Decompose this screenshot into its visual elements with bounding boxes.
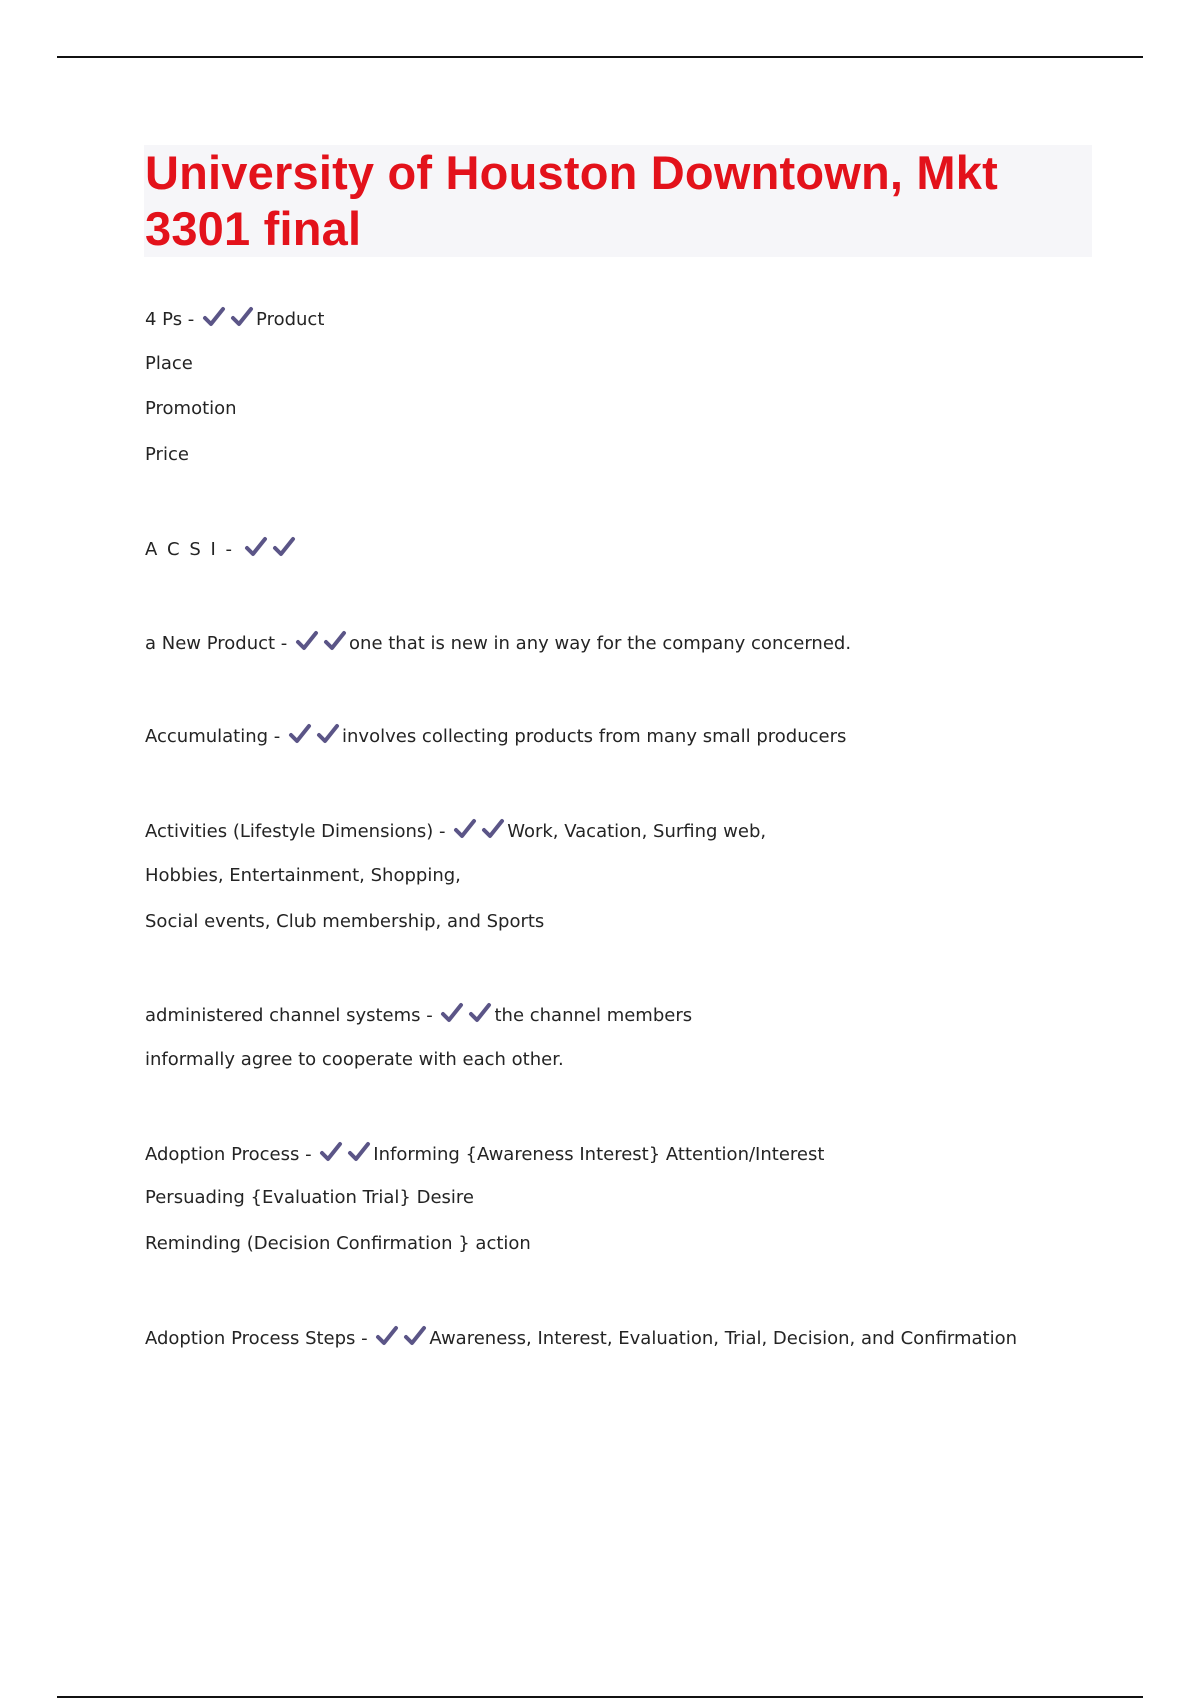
definition-line: the channel members xyxy=(494,1005,693,1026)
checkmark-icon xyxy=(440,1002,464,1024)
term: Adoption Process - xyxy=(145,1144,318,1165)
definition-line: Awareness, Interest, Evaluation, Trial, Decision, and Confirmation xyxy=(429,1328,1018,1349)
title-banner xyxy=(144,145,1092,257)
checkmark-icon xyxy=(316,723,340,745)
definition-line: Product xyxy=(256,309,325,330)
entry-activities xyxy=(145,818,766,844)
term: a New Product - xyxy=(145,633,294,654)
entry-4ps xyxy=(145,306,324,332)
checkmark-icon xyxy=(347,1141,371,1163)
checkmark-icon xyxy=(272,536,296,558)
term: A C S I - xyxy=(145,539,242,560)
checkmark-icon xyxy=(288,723,312,745)
checkmark-icon xyxy=(295,630,319,652)
checkmark-icon xyxy=(481,818,505,840)
checkmark-icon xyxy=(230,306,254,328)
entry-administered-channel-systems xyxy=(145,1002,692,1028)
definition-line: Persuading {Evaluation Trial} Desire xyxy=(145,1187,474,1208)
term: Activities (Lifestyle Dimensions) - xyxy=(145,821,452,842)
checkmark-icon xyxy=(319,1141,343,1163)
entry-acsi xyxy=(145,536,298,562)
term: Adoption Process Steps - xyxy=(145,1328,374,1349)
checkmark-icon xyxy=(403,1325,427,1347)
term: 4 Ps - xyxy=(145,309,201,330)
definition-line: Promotion xyxy=(145,398,237,419)
definition-line: Social events, Club membership, and Sports xyxy=(145,911,545,932)
definition-line: one that is new in any way for the company concerned. xyxy=(349,633,852,654)
bottom-divider xyxy=(57,1696,1143,1698)
definition-line: informally agree to cooperate with each other. xyxy=(145,1049,564,1070)
checkmark-icon xyxy=(202,306,226,328)
checkmark-icon xyxy=(375,1325,399,1347)
definition-line: Informing {Awareness Interest} Attention/Interest xyxy=(373,1144,825,1165)
definition-line: Reminding (Decision Confirmation } action xyxy=(145,1233,531,1254)
entry-adoption-process-steps xyxy=(145,1325,1017,1351)
checkmark-icon xyxy=(453,818,477,840)
term: Accumulating - xyxy=(145,726,287,747)
term: administered channel systems - xyxy=(145,1005,439,1026)
checkmark-icon xyxy=(468,1002,492,1024)
entry-new-product xyxy=(145,630,851,656)
entry-adoption-process xyxy=(145,1141,824,1167)
definition-line: Price xyxy=(145,444,189,465)
checkmark-icon xyxy=(244,536,268,558)
document-title: University of Houston Downtown, Mkt 3301 final xyxy=(145,146,998,255)
checkmark-icon xyxy=(323,630,347,652)
top-divider xyxy=(57,56,1143,58)
definition-line: Work, Vacation, Surfing web, xyxy=(507,821,767,842)
entry-accumulating xyxy=(145,723,846,749)
definition-line: Place xyxy=(145,353,193,374)
definition-line: Hobbies, Entertainment, Shopping, xyxy=(145,865,461,886)
definition-line: involves collecting products from many small producers xyxy=(342,726,847,747)
